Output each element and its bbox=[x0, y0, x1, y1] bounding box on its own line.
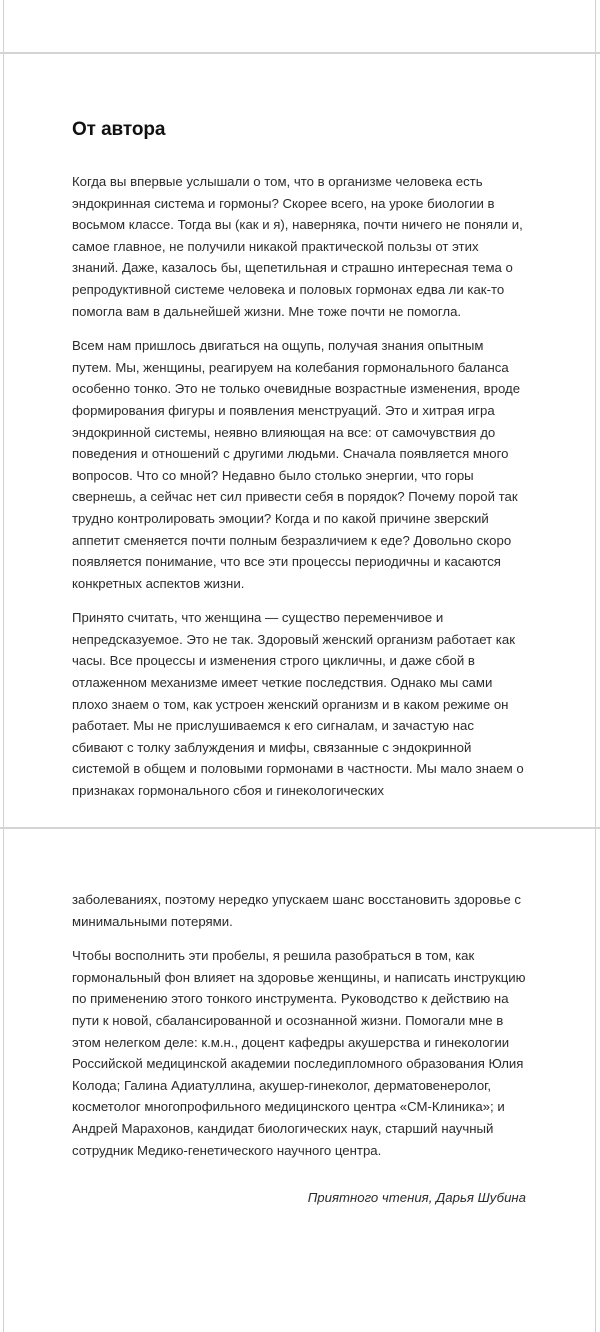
page-two-content bbox=[72, 829, 526, 1209]
book-page-one bbox=[0, 54, 600, 827]
paragraph: Когда вы впервые услышали о том, что в организме человека есть эндокринная система и гормоны? Скорее всего, на уроке биологии в восьмом классе. Тогда вы (как и я), наверняка, почти ничего не поняли и, самое главное, не получили никакой практической пользы от этих знаний. Даже, казалось бы, щепетильная и страшно интересная тема о репродуктивной системе человека и половых гормонах едва ли как-то помогла вам в дальнейшей жизни. Мне тоже почти не помогла. bbox=[72, 174, 523, 319]
page-one-content bbox=[72, 54, 526, 802]
paragraph: Всем нам пришлось двигаться на ощупь, получая знания опытным путем. Мы, женщины, реагируем на колебания гормонального баланса особенно тонко. Это не только очевидные возрастные изменения, вроде формирования фигуры и появления менструаций. Это и хитрая игра эндокринной системы, неявно влияющая на все: от самочувствия до поведения и отношений с другими людьми. Сначала появляется много вопросов. Что со мной? Недавно было столько энергии, что горы свернешь, а сейчас нет сил привести себя в порядок? Почему порой так трудно контролировать эмоции? Когда и по какой причине зверский аппетит сменяется почти полным безразличием к еде? Довольно скоро появляется понимание, что все эти процессы периодичны и касаются конкретных аспектов жизни. bbox=[72, 338, 521, 591]
paragraph: заболеваниях, поэтому нередко упускаем шанс восстановить здоровье с минимальными потерями. bbox=[72, 892, 521, 929]
paragraph: Принято считать, что женщина — существо переменчивое и непредсказуемое. Это не так. Здоровый женский организм работает как часы. Все процессы и изменения строго цикличны, и даже сбой в отлаженном механизме имеет четкие последствия. Однако мы сами плохо знаем о том, как устроен женский организм и в каком режиме он работает. Мы не прислушиваемся к его сигналам, и зачастую нас сбивают с толку заблуждения и мифы, связанные с эндокринной системой в общем и половыми гормонами в частности. Мы мало знаем о признаках гормонального сбоя и гинекологических bbox=[72, 610, 524, 799]
paragraph: Чтобы восполнить эти пробелы, я решила разобраться в том, как гормональный фон влияет на здоровье женщины, и написать инструкцию по применению этого тонкого инструмента. Руководство к действию на пути к новой, сбалансированной и осознанной жизни. Помогали мне в этом нелегком деле: к.м.н., доцент кафедры акушерства и гинекологии Российской медицинской академии последипломного образования Юлия Колода; Галина Адиатуллина, акушер-гинеколог, дерматовенеролог, косметолог многопрофильного медицинского центра «СМ-Клиника»; и Андрей Марахонов, кандидат биологических наук, старший научный сотрудник Медико-генетического научного центра. bbox=[72, 948, 526, 1158]
chapter-title: От автора bbox=[72, 119, 166, 140]
author-signature: Приятного чтения, Дарья Шубина bbox=[307, 1190, 526, 1206]
book-page-two bbox=[0, 829, 600, 1332]
title-spacer bbox=[72, 142, 526, 171]
